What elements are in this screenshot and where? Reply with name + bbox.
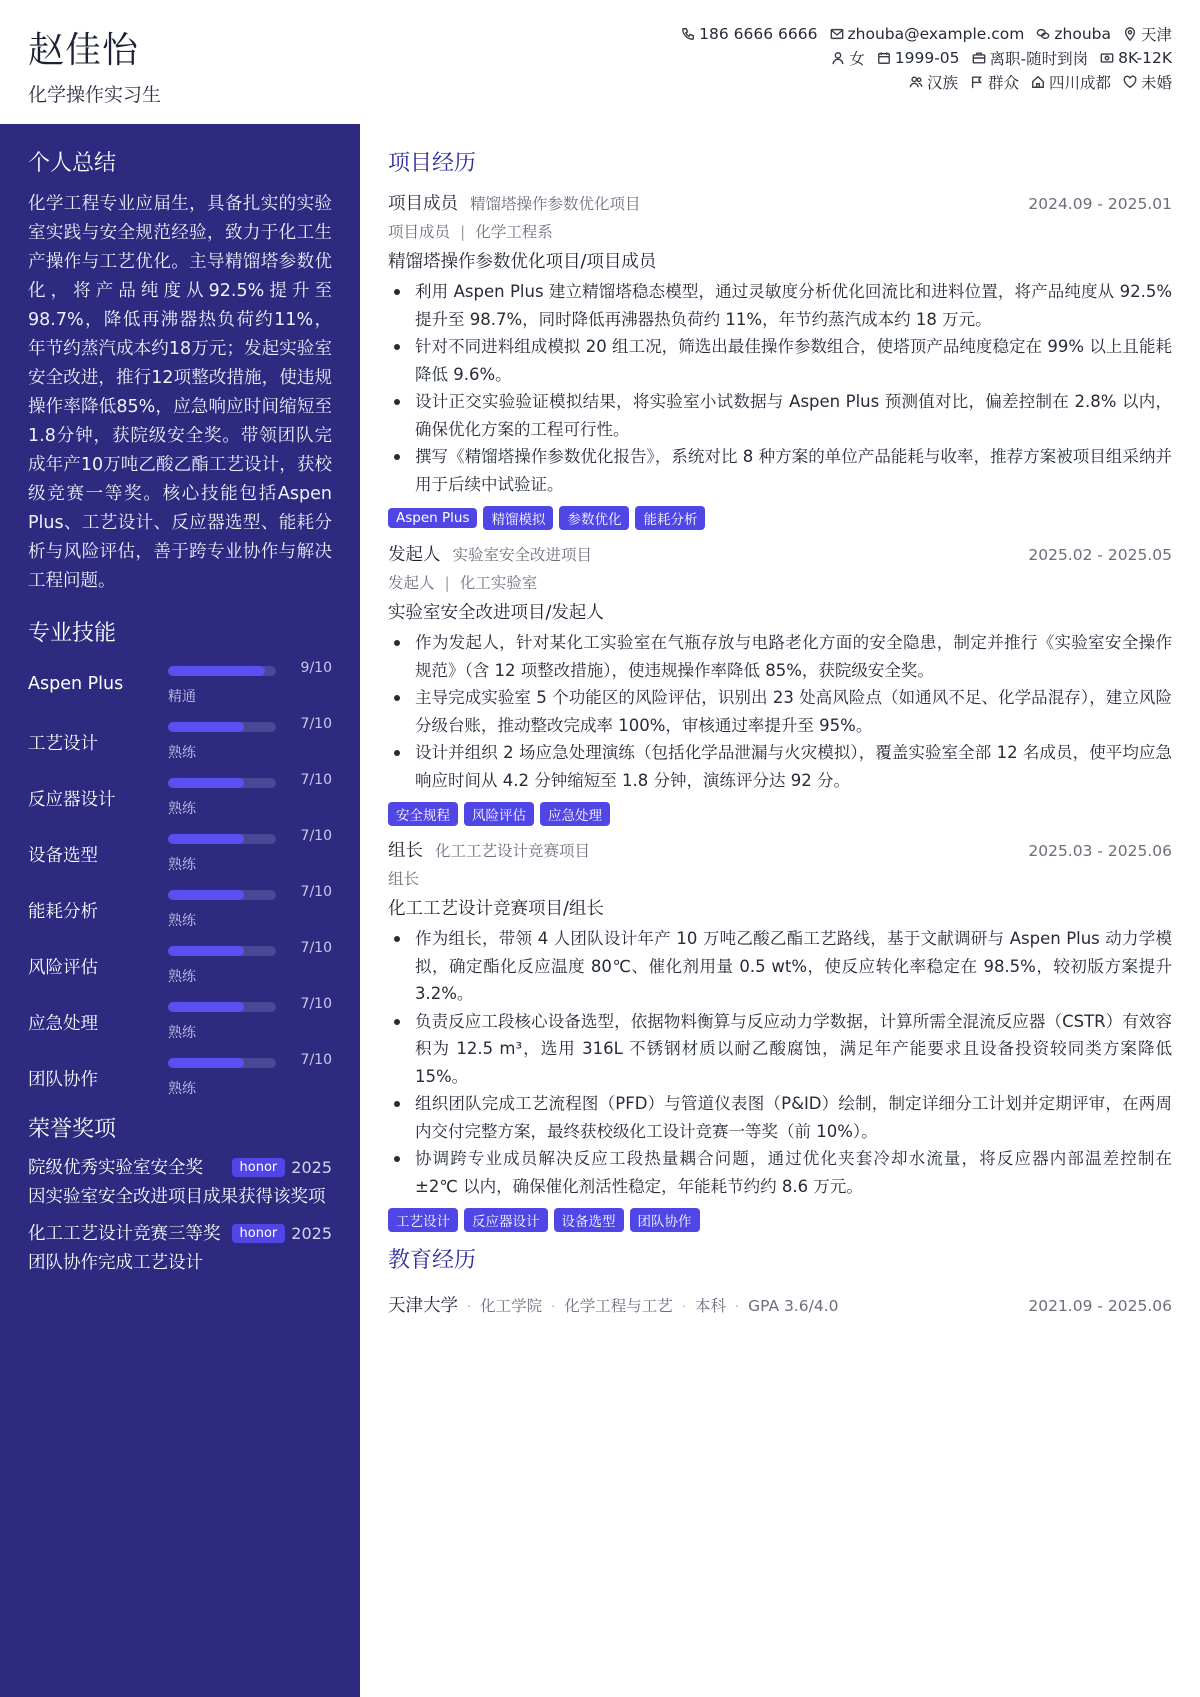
project-tags [388, 1203, 1172, 1237]
contact-text: zhouba [1054, 25, 1111, 43]
bullet-item: 组织团队完成工艺流程图（PFD）与管道仪表图（P&ID）绘制，制定详细分工计划并定期评审，在两周内交付完整方案，最终获校级化工设计竞赛一等奖（前 10%）。 [388, 1090, 1172, 1145]
skill-name: 工艺设计 [28, 734, 98, 754]
contact-item [1123, 71, 1172, 93]
bullet-item: 针对不同进料组成模拟 20 组工况，筛选出最佳操作参数组合，使塔顶产品纯度稳定在 99% 以上且能耗降低 9.6%。 [388, 333, 1172, 388]
project-date: 2025.02 - 2025.05 [1028, 546, 1172, 564]
contact-item [830, 25, 1025, 43]
home-icon [1031, 75, 1045, 89]
project-item [388, 837, 1172, 1237]
honor-year: 2025 [291, 1158, 332, 1177]
tag: 反应器设计 [464, 1208, 548, 1232]
contact-item [972, 47, 1089, 69]
education-detail: GPA 3.6/4.0 [748, 1297, 839, 1315]
flag-icon [970, 75, 984, 89]
contact-text: 群众 [987, 74, 1019, 92]
skill-bar [168, 946, 276, 956]
education-date: 2021.09 - 2025.06 [1028, 1297, 1172, 1315]
separator-dot: · [551, 1300, 556, 1315]
tag: 能耗分析 [635, 506, 705, 530]
skill-name: 团队协作 [28, 1070, 98, 1090]
bullet-item: 利用 Aspen Plus 建立精馏塔稳态模型，通过灵敏度分析优化回流比和进料位置，将产品纯度从 92.5% 提升至 98.7%，同时降低再沸器热负荷约 11%，年节约蒸汽成本约 18 万元。 [388, 278, 1172, 333]
candidate-role: 化学操作实习生 [28, 84, 162, 106]
education-detail: 化学工程与工艺 [564, 1297, 673, 1315]
contact-text: 汉族 [926, 74, 958, 92]
candidate-name: 赵佳怡 [28, 30, 140, 71]
people-icon [909, 75, 923, 89]
projects-heading: 项目经历 [388, 151, 477, 176]
skill-item [28, 876, 332, 932]
contact-text: 天津 [1140, 26, 1172, 44]
project-sub-item: 发起人 [388, 574, 435, 592]
skill-level: 熟练 [168, 745, 196, 761]
skill-level: 熟练 [168, 857, 196, 873]
user-icon [831, 51, 845, 65]
contact-text: 186 6666 6666 [699, 25, 818, 43]
skill-level: 精通 [168, 689, 196, 705]
contact-item [1100, 49, 1172, 67]
skill-bar-fill [168, 890, 244, 900]
project-role: 项目成员 [388, 194, 458, 214]
separator-dot: · [467, 1300, 472, 1315]
skills-list [28, 652, 332, 1100]
tag: Aspen Plus [388, 508, 477, 528]
skill-score: 7/10 [300, 996, 332, 1012]
skill-name: 设备选型 [28, 846, 98, 866]
projects-list [388, 190, 1172, 1317]
skill-bar-fill [168, 1002, 244, 1012]
skill-bar-fill [168, 946, 244, 956]
skill-level: 熟练 [168, 913, 196, 929]
honors-list [28, 1156, 332, 1288]
project-title: 精馏塔操作参数优化项目/项目成员 [388, 252, 657, 272]
tag: 工艺设计 [388, 1208, 458, 1232]
contact-item [970, 71, 1019, 93]
skill-score: 7/10 [300, 716, 332, 732]
project-subline [388, 569, 1172, 597]
tag: 风险评估 [464, 802, 534, 826]
contact-text: 女 [849, 50, 865, 68]
project-subline [388, 218, 1172, 246]
tag: 安全规程 [388, 802, 458, 826]
honor-header [28, 1156, 332, 1181]
skill-item [28, 820, 332, 876]
honor-header [28, 1222, 332, 1247]
bullet-item: 作为组长，带领 4 人团队设计年产 10 万吨乙酸乙酯工艺路线，基于文献调研与 Aspen Plus 动力学模拟，确定酯化反应温度 80℃、催化剂用量 0.5 wt%，使反应转化率稳定在 98.5%，较初版方案提升 3.2%。 [388, 925, 1172, 1008]
contact-row [452, 70, 1172, 94]
skill-score: 7/10 [300, 1052, 332, 1068]
honor-item [28, 1222, 332, 1276]
money-icon [1100, 51, 1114, 65]
skill-bar [168, 778, 276, 788]
contact-info [452, 22, 1172, 94]
project-item [388, 190, 1172, 535]
skill-level: 熟练 [168, 801, 196, 817]
skill-item [28, 988, 332, 1044]
project-role: 组长 [388, 841, 423, 861]
bullet-item: 设计正交实验验证模拟结果，将实验室小试数据与 Aspen Plus 预测值对比，偏差控制在 2.8% 以内，确保优化方案的工程可行性。 [388, 388, 1172, 443]
project-title: 化工工艺设计竞赛项目/组长 [388, 899, 604, 919]
honor-year: 2025 [291, 1224, 332, 1243]
contact-text: zhouba@example.com [847, 25, 1025, 43]
phone-icon [681, 27, 695, 41]
contact-text: 1999-05 [894, 49, 960, 67]
skill-name: 应急处理 [28, 1014, 98, 1034]
location-icon [1123, 27, 1137, 41]
education-detail: 本科 [694, 1297, 726, 1315]
bullet-item: 协调跨专业成员解决反应工段热量耦合问题，通过优化夹套冷却水流量，将反应器内部温差控制在 ±2℃ 以内，确保催化剂活性稳定，年能耗节约约 8.6 万元。 [388, 1145, 1172, 1200]
resume-header [0, 0, 1200, 124]
summary-heading: 个人总结 [28, 151, 117, 176]
contact-item [909, 71, 958, 93]
project-tags [388, 501, 1172, 535]
project-tags [388, 797, 1172, 831]
skill-item [28, 932, 332, 988]
honor-item [28, 1156, 332, 1210]
skill-bar-fill [168, 1058, 244, 1068]
bullet-item: 撰写《精馏塔操作参数优化报告》，系统对比 8 种方案的单位产品能耗与收率，推荐方案被项目组采纳并用于后续中试验证。 [388, 443, 1172, 498]
skill-score: 7/10 [300, 940, 332, 956]
contact-text: 8K-12K [1118, 49, 1172, 67]
skill-bar-fill [168, 666, 265, 676]
skill-bar-fill [168, 834, 244, 844]
project-sub-item: 化工实验室 [459, 574, 538, 592]
skill-bar-fill [168, 722, 244, 732]
education-item [388, 1292, 1172, 1317]
contact-text: 离职-随时到岗 [989, 50, 1089, 68]
tag: 团队协作 [630, 1208, 700, 1232]
project-header [388, 190, 1172, 218]
honor-description: 因实验室安全改进项目成果获得该奖项 [28, 1187, 326, 1207]
skill-item [28, 708, 332, 764]
bullet-item: 主导完成实验室 5 个功能区的风险评估，识别出 23 处高风险点（如通风不足、化学品混存），建立风险分级台账，推动整改完成率 100%，审核通过率提升至 95%。 [388, 684, 1172, 739]
skill-name: Aspen Plus [28, 674, 124, 694]
project-name: 化工工艺设计竞赛项目 [435, 842, 591, 860]
calendar-icon [877, 51, 891, 65]
skill-score: 7/10 [300, 884, 332, 900]
briefcase-icon [972, 51, 986, 65]
project-name: 实验室安全改进项目 [452, 546, 593, 564]
bullet-item: 设计并组织 2 场应急处理演练（包括化学品泄漏与火灾模拟），覆盖实验室全部 12 名成员，使平均应急响应时间从 4.2 分钟缩短至 1.8 分钟，演练评分达 92 分。 [388, 739, 1172, 794]
skill-name: 反应器设计 [28, 790, 116, 810]
skill-item [28, 764, 332, 820]
project-title: 实验室安全改进项目/发起人 [388, 603, 604, 623]
contact-item [1036, 25, 1111, 43]
skill-name: 能耗分析 [28, 902, 98, 922]
skill-name: 风险评估 [28, 958, 98, 978]
contact-text: 未婚 [1140, 74, 1172, 92]
project-sub-item: 化学工程系 [475, 223, 553, 241]
contact-item [681, 25, 817, 43]
summary-text: 化学工程专业应届生，具备扎实的实验室实践与安全规范经验，致力于化工生产操作与工艺优化。主导精馏塔参数优化，将产品纯度从92.5%提升至98.7%，降低再沸器热负荷约11%，年节约蒸汽成本约18万元；发起实验室安全改进，推行12项整改措施，使违规操作率降低85%，应急响应时间缩短至1.8分钟，获院级安全奖。带领团队完成年产10万吨乙酸乙酯工艺设计，获校级竞赛一等奖。核心技能包括Aspen Plus、工艺设计、反应器选型、能耗分析与风险评估，善于跨专业协作与解决工程问题。 [28, 194, 332, 591]
project-header [388, 541, 1172, 569]
project-role: 发起人 [388, 545, 441, 565]
project-header [388, 837, 1172, 865]
contact-item [831, 47, 865, 69]
project-subline [388, 865, 1172, 893]
project-bullets [388, 278, 1172, 498]
sidebar [0, 124, 360, 1697]
honor-badge: honor [232, 1158, 286, 1177]
skill-bar [168, 722, 276, 732]
contact-item [1031, 71, 1111, 93]
honor-title: 化工工艺设计竞赛三等奖 [28, 1224, 221, 1244]
skill-level: 熟练 [168, 1081, 196, 1097]
project-bullets [388, 925, 1172, 1200]
separator-dot: · [681, 1300, 686, 1315]
tag: 设备选型 [554, 1208, 624, 1232]
skill-bar [168, 666, 276, 676]
separator: | [444, 574, 450, 592]
contact-item [1123, 23, 1172, 45]
education-detail: 化工学院 [480, 1297, 543, 1315]
tag: 精馏模拟 [483, 506, 553, 530]
wechat-icon [1036, 27, 1050, 41]
tag: 应急处理 [540, 802, 610, 826]
bullet-item: 负责反应工段核心设备选型，依据物料衡算与反应动力学数据，计算所需全混流反应器（CSTR）有效容积为 12.5 m³，选用 316L 不锈钢材质以耐乙酸腐蚀，满足年产能要求且设备投资较同类方案降低 15%。 [388, 1008, 1172, 1091]
mail-icon [830, 27, 844, 41]
project-bullets [388, 629, 1172, 794]
project-name: 精馏塔操作参数优化项目 [470, 195, 641, 213]
heart-icon [1123, 75, 1137, 89]
tag: 参数优化 [559, 506, 629, 530]
skill-score: 7/10 [300, 828, 332, 844]
contact-row [452, 22, 1172, 46]
project-date: 2024.09 - 2025.01 [1028, 195, 1172, 213]
skill-bar [168, 834, 276, 844]
skills-heading: 专业技能 [28, 621, 117, 646]
honor-title: 院级优秀实验室安全奖 [28, 1158, 203, 1178]
skill-bar [168, 1002, 276, 1012]
skill-level: 熟练 [168, 1025, 196, 1041]
contact-row [452, 46, 1172, 70]
skill-score: 7/10 [300, 772, 332, 788]
skill-bar-fill [168, 778, 244, 788]
project-sub-item: 组长 [388, 870, 420, 888]
honor-description: 团队协作完成工艺设计 [28, 1253, 203, 1273]
contact-text: 四川成都 [1048, 74, 1111, 92]
education-heading: 教育经历 [388, 1248, 477, 1273]
contact-item [877, 49, 960, 67]
skill-level: 熟练 [168, 969, 196, 985]
separator: | [460, 223, 466, 241]
honors-heading: 荣誉奖项 [28, 1117, 117, 1142]
project-sub-item: 项目成员 [388, 223, 451, 241]
skill-score: 9/10 [300, 660, 332, 676]
skill-bar [168, 890, 276, 900]
bullet-item: 作为发起人，针对某化工实验室在气瓶存放与电路老化方面的安全隐患，制定并推行《实验室安全操作规范》（含 12 项整改措施），使违规操作率降低 85%，获院级安全奖。 [388, 629, 1172, 684]
project-item [388, 541, 1172, 831]
separator-dot: · [734, 1300, 740, 1315]
skill-item [28, 1044, 332, 1100]
skill-item [28, 652, 332, 708]
school-name: 天津大学 [388, 1296, 458, 1316]
skill-bar [168, 1058, 276, 1068]
project-date: 2025.03 - 2025.06 [1028, 842, 1172, 860]
honor-badge: honor [232, 1224, 286, 1243]
